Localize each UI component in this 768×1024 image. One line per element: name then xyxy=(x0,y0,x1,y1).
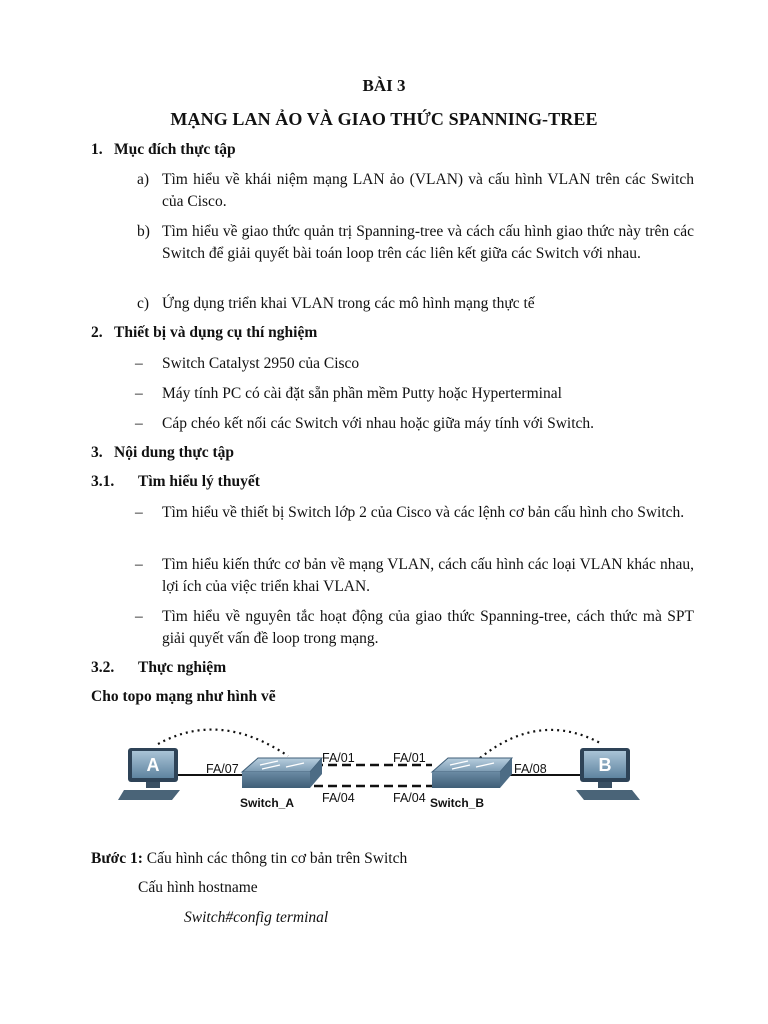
section-number: 3.2. xyxy=(91,659,115,676)
hostname-heading: Cấu hình hostname xyxy=(138,879,258,896)
list-item xyxy=(135,554,694,598)
list-item-text: Switch Catalyst 2950 của Cisco xyxy=(162,355,360,372)
list-marker: – xyxy=(135,556,143,573)
list-item-text: Tìm hiểu về khái niệm mạng LAN ảo (VLAN) và cấu hình VLAN trên các Switch của Cisco. xyxy=(162,171,694,210)
step-1-line xyxy=(91,850,691,868)
list-marker: – xyxy=(135,608,143,625)
list-item xyxy=(137,293,694,315)
port-label-a-bottom: FA/04 xyxy=(322,791,355,805)
section-number: 3.1. xyxy=(91,473,115,490)
list-item-text: Máy tính PC có cài đặt sẵn phần mềm Putty hoặc Hyperterminal xyxy=(162,385,562,402)
cli-command: Switch#config terminal xyxy=(184,909,329,926)
list-marker: – xyxy=(135,385,143,402)
list-item-text: Tìm hiểu về giao thức quản trị Spanning-tree và cách cấu hình giao thức này trên các Switch để giải quyết bài toán loop trên các liên kết giữa các Switch với nhau. xyxy=(162,223,694,262)
pc-b-icon xyxy=(576,748,640,800)
step-1-label: Bước 1: xyxy=(91,850,143,867)
list-marker: – xyxy=(135,504,143,521)
list-item-text: Tìm hiểu về thiết bị Switch lớp 2 của Cisco và các lệnh cơ bản cấu hình cho Switch. xyxy=(162,504,685,521)
list-item xyxy=(135,353,694,375)
list-marker: – xyxy=(135,415,143,432)
step-1-text: Cấu hình các thông tin cơ bản trên Switch xyxy=(142,850,408,867)
list-item xyxy=(135,413,694,435)
pc-a-label: A xyxy=(146,755,160,775)
section-title: Thực nghiệm xyxy=(138,659,227,676)
list-marker: a) xyxy=(137,171,150,188)
lesson-number: BÀI 3 xyxy=(362,76,406,95)
pc-a-icon xyxy=(118,748,180,800)
port-label-a-top: FA/01 xyxy=(322,751,355,765)
list-item-text: Ứng dụng triển khai VLAN trong các mô hình mạng thực tế xyxy=(162,295,535,312)
list-marker: – xyxy=(135,355,143,372)
topology-caption: Cho topo mạng như hình vẽ xyxy=(91,688,276,705)
list-item-text: Cáp chéo kết nối các Switch với nhau hoặc giữa máy tính với Switch. xyxy=(162,415,595,432)
switch-b-label: Switch_B xyxy=(430,796,485,810)
list-item-text: Tìm hiểu về nguyên tắc hoạt động của giao thức Spanning-tree, cách thức mà SPT giải quyết vấn đề loop trong mạng. xyxy=(162,608,694,647)
port-label-b-top: FA/01 xyxy=(393,751,426,765)
list-marker: b) xyxy=(137,223,150,240)
port-label-b-bottom: FA/04 xyxy=(393,791,426,805)
section-number: 2. xyxy=(91,324,103,341)
section-title: Nội dung thực tập xyxy=(114,444,234,461)
pc-b-label: B xyxy=(598,755,612,775)
section-number: 1. xyxy=(91,141,103,158)
list-item-text: Tìm hiểu kiến thức cơ bản về mạng VLAN, cách cấu hình các loại VLAN khác nhau, lợi ích của việc triển khai VLAN. xyxy=(162,556,694,595)
list-item xyxy=(135,502,694,524)
network-topology-diagram xyxy=(110,718,650,818)
list-marker: c) xyxy=(137,295,150,312)
port-label-a-pc: FA/07 xyxy=(206,762,239,776)
list-item xyxy=(135,606,694,650)
switch-b-icon xyxy=(432,758,512,788)
list-item xyxy=(137,169,694,213)
list-item xyxy=(135,383,694,405)
switch-a-icon xyxy=(242,758,322,788)
switch-a-label: Switch_A xyxy=(240,796,295,810)
section-title: Tìm hiểu lý thuyết xyxy=(138,473,260,490)
page-title: MẠNG LAN ẢO VÀ GIAO THỨC SPANNING-TREE xyxy=(170,109,598,129)
section-title: Mục đích thực tập xyxy=(114,141,236,158)
port-label-b-pc: FA/08 xyxy=(514,762,547,776)
list-item xyxy=(137,221,694,265)
section-number: 3. xyxy=(91,444,103,461)
section-title: Thiết bị và dụng cụ thí nghiệm xyxy=(114,324,318,341)
